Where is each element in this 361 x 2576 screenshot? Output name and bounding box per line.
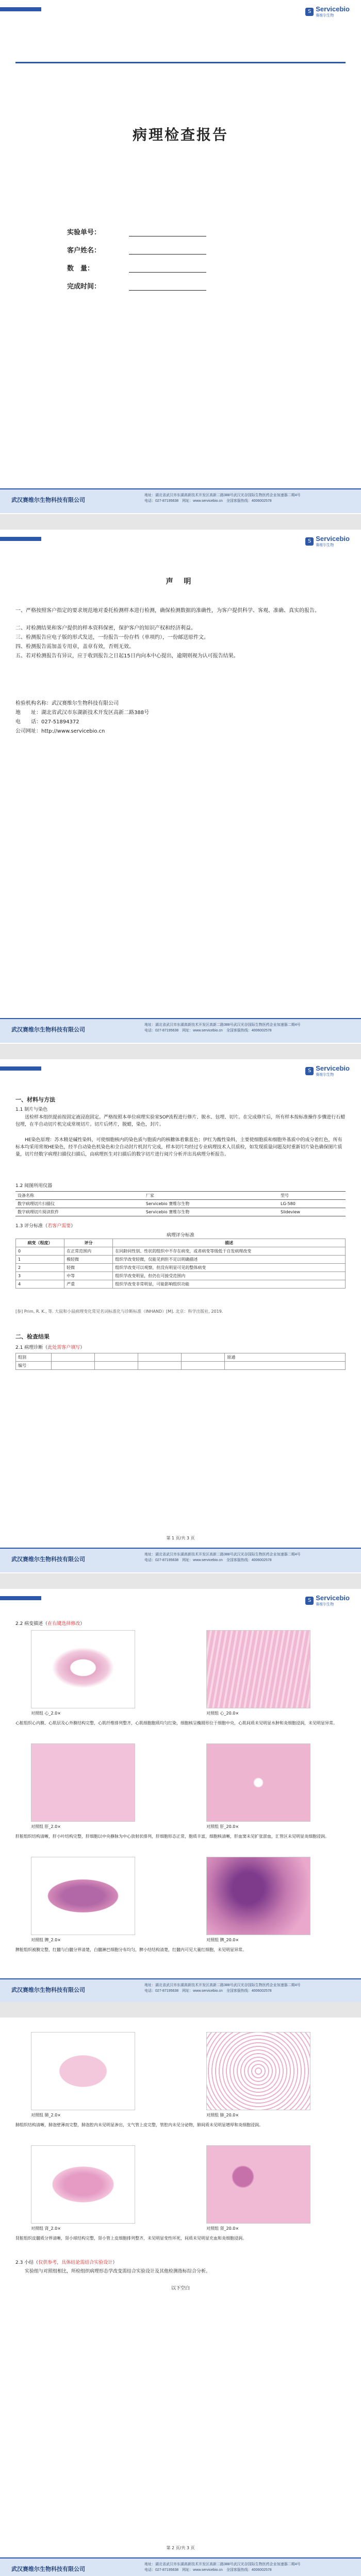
section-1-1: 1.1 制片与染色 xyxy=(15,1107,48,1112)
caption: 对照组 肝_2.0× xyxy=(31,1824,61,1829)
caption: 对照组 脾_20.0× xyxy=(206,1938,239,1942)
logo-icon: S xyxy=(305,1597,314,1605)
cover-page xyxy=(0,0,361,514)
page-footer xyxy=(0,488,361,513)
table-row xyxy=(16,1362,346,1370)
footer-hotline: 全国客服热线：4006002578 xyxy=(226,2568,272,2572)
caption: 对照组 心_20.0× xyxy=(206,1711,239,1716)
table-row xyxy=(15,1200,346,1208)
section-2-1-note: 此处需客户填写 xyxy=(47,1345,80,1350)
footer-web: 网址：www.servicebio.cn xyxy=(182,1989,223,1993)
score-table xyxy=(15,1239,346,1289)
logo-text: Servicebio xyxy=(316,5,350,13)
footer-contact xyxy=(144,1982,301,1994)
statement-item-4: 四、检测报告需加盖专用章，盖章有效，否则无效。 xyxy=(15,644,134,650)
company-logo xyxy=(305,5,350,18)
footer-contact xyxy=(144,1022,301,1033)
table-header-row xyxy=(15,1192,346,1200)
table-cell xyxy=(225,1362,346,1370)
caption: 对照组 心_2.0× xyxy=(31,1711,61,1716)
table-cell: 3 xyxy=(16,1272,64,1280)
report-title: 病理检查报告 xyxy=(132,126,228,143)
table-cell: 组织学改变非常明显，可能影响组织功能 xyxy=(113,1280,346,1289)
page-number: 第 1 页/共 3 页 xyxy=(166,1536,195,1540)
histology-image-liver-high xyxy=(206,1743,310,1822)
footer-phone: 电话：027-87195638 xyxy=(144,1558,179,1562)
footer-hotline: 全国客服热线：4006002578 xyxy=(226,1989,272,1993)
company-logo xyxy=(305,1594,350,1607)
logo-cn: 赛维尔生物 xyxy=(316,543,334,547)
footer-address: 地址：湖北省武汉市东湖高新技术开发区高新二路388号武汉光谷国际生物医药企业加速器二期4号 xyxy=(144,1023,301,1027)
footer-company: 武汉赛维尔生物科技有限公司 xyxy=(11,1027,85,1033)
section-2-3-end: ） xyxy=(112,2260,118,2265)
table-cell: 在正常范围内 xyxy=(64,1247,113,1256)
logo-icon: S xyxy=(305,8,314,16)
footer-phone: 电话：027-87195638 xyxy=(144,2568,179,2572)
table-cell: 4 xyxy=(16,1280,64,1289)
footer-hotline: 全国客服热线：4006002578 xyxy=(226,1029,272,1032)
histology-image-spleen-high xyxy=(206,1857,310,1935)
footer-contact xyxy=(144,2562,301,2573)
section-2-3-note: 仅供参考，具体结论需结合实验设计 xyxy=(38,2260,113,2265)
section-2-1 xyxy=(15,1344,85,1350)
histology-image-kidney-high xyxy=(206,2145,310,2224)
table-cell: 2 xyxy=(16,1264,64,1272)
statement-item-2: 二、对检测结果和客户提供的样本资料保密，保护客户的知识产权和经济利益。 xyxy=(15,625,196,631)
table-cell xyxy=(138,1362,182,1370)
end-marker: 以下空白 xyxy=(171,2286,190,2291)
footer-address: 地址：湖北省武汉市东湖高新技术开发区高新二路388号武汉光谷国际生物医药企业加速器二期4号 xyxy=(144,1553,301,1556)
logo-text: Servicebio xyxy=(316,1064,350,1072)
footer-phone: 电话：027-87195638 xyxy=(144,499,179,503)
footer-address: 地址：湖北省武汉市东湖高新技术开发区高新二路388号武汉光谷国际生物医药企业加速器二期4号 xyxy=(144,1984,301,1987)
page-gap xyxy=(0,514,361,530)
table-row xyxy=(16,1272,346,1280)
table-cell: 数字病理切片扫描仪 xyxy=(15,1200,144,1208)
field-order-no xyxy=(67,227,206,236)
section-2-3 xyxy=(15,2259,117,2265)
header-accent-bar xyxy=(0,1066,41,1071)
section-2-3-label: 2.3 小结（ xyxy=(15,2260,39,2265)
field-line xyxy=(129,227,206,236)
statement-item-5: 五、若对检测报告有异议，应于收到报告之日起15日内向本中心提出，逾期则视为认可报告结果。 xyxy=(15,653,239,659)
footer-company: 武汉赛维尔生物科技有限公司 xyxy=(11,2566,85,2572)
histology-image-liver-low xyxy=(31,1743,135,1822)
table-header: 评分 xyxy=(64,1239,113,1247)
company-logo xyxy=(305,1064,350,1077)
statement-title: 声 明 xyxy=(166,578,195,586)
table-cell xyxy=(52,1353,95,1362)
page-gap xyxy=(0,1044,361,1059)
field-label: 数 量： xyxy=(67,265,94,273)
footer-web: 网址：www.servicebio.cn xyxy=(182,2568,223,2572)
results-heading: 二、检查结果 xyxy=(15,1333,50,1340)
methods-para-2: HE染色原理：苏木精是碱性染料，可使细胞核内的染色质与胞质内的核糖体着紫蓝色；伊红为酸性染料，主要使细胞质和细胞外基质中的成分着红色，所有标本均采用常规HE染色，经半自动染色机染色和全自动封片机封片完成，样本切片均经过专业病理技术人员质检，如发现质量问题及时重新切片染色确保图片质量，切片经数字病理扫描仪扫描后，由病理医生对扫描后的数字切片进行阅片分析并出具病理分析报告。 xyxy=(15,1138,342,1157)
table-header: 设备名称 xyxy=(15,1192,144,1200)
caption: 对照组 肺_20.0× xyxy=(206,2113,239,2117)
section-2-1-label: 2.1 病理诊断（ xyxy=(15,1345,48,1350)
caption: 对照组 肾_20.0× xyxy=(206,2226,239,2231)
table-cell: 严重 xyxy=(64,1280,113,1289)
methods-heading: 一、材料与方法 xyxy=(15,1096,55,1103)
caption: 对照组 肺_2.0× xyxy=(31,2113,61,2117)
footer-hotline: 全国客服热线：4006002578 xyxy=(226,499,272,503)
table-cell: 数字病理切片阅读软件 xyxy=(15,1208,144,1216)
field-date xyxy=(67,281,206,291)
section-2-2-end: ） xyxy=(80,1621,85,1626)
header-accent-bar xyxy=(0,537,41,541)
page-footer xyxy=(0,1018,361,1043)
logo-text: Servicebio xyxy=(316,1594,350,1602)
field-line xyxy=(129,263,206,273)
statement-site: 公司网址：http://www.servicebio.cn xyxy=(15,728,105,734)
score-table-title: 病理评分标准 xyxy=(166,1233,194,1238)
caption: 对照组 脾_2.0× xyxy=(31,1938,61,1942)
histology-image-heart-high xyxy=(206,1630,310,1708)
histology-image-heart-low xyxy=(31,1630,135,1708)
section-1-3 xyxy=(15,1222,75,1229)
histology-image-spleen-low xyxy=(31,1857,135,1935)
field-label: 实验单号： xyxy=(67,229,101,236)
page-footer xyxy=(0,1978,361,2003)
diagnosis-table xyxy=(15,1353,346,1370)
footer-phone: 电话：027-87195638 xyxy=(144,1989,179,1993)
table-header: 厂家 xyxy=(144,1192,278,1200)
section-1-3-label: 1.3 评分标准（ xyxy=(15,1224,48,1229)
footer-company: 武汉赛维尔生物科技有限公司 xyxy=(11,1556,85,1563)
table-row xyxy=(16,1353,346,1362)
field-customer xyxy=(67,245,206,255)
field-quantity xyxy=(67,263,206,273)
table-cell: 轻微 xyxy=(64,1264,113,1272)
statement-item-3: 三、检测报告应电子版的形式发送，一份报告一份存档（单项约），一份邮送原件文。 xyxy=(15,635,209,640)
methods-page xyxy=(0,1059,361,1573)
results-page xyxy=(0,1589,361,2576)
statement-page xyxy=(0,530,361,1044)
table-cell xyxy=(138,1353,182,1362)
table-cell: 1 xyxy=(16,1256,64,1264)
logo-cn: 赛维尔生物 xyxy=(316,1073,334,1077)
section-2-2-note: 在右键选择修改 xyxy=(47,1621,80,1626)
table-cell xyxy=(182,1362,225,1370)
footer-company: 武汉赛维尔生物科技有限公司 xyxy=(11,1987,85,1993)
logo-cn: 赛维尔生物 xyxy=(316,1602,334,1606)
section-1-3-end: ） xyxy=(71,1224,76,1229)
footer-web: 网址：www.servicebio.cn xyxy=(182,1029,223,1032)
table-cell: 组织学改变轻微，仅能见到但不足以明确描述 xyxy=(113,1256,346,1264)
table-row xyxy=(16,1256,346,1264)
table-cell: 在同龄同性别、性状的组织中不存在病变，或者病变等级低于自发病理改变 xyxy=(113,1247,346,1256)
statement-item-1: 一、严格按照客户指定的要求规范地对委托检测样本进行检测，确保检测数据的准确性，为客户提供科学、客观、准确、真实的报告。 xyxy=(15,608,320,614)
field-label: 客户姓名： xyxy=(67,247,101,255)
section-2-1-end: ） xyxy=(80,1345,85,1350)
logo-icon: S xyxy=(305,1067,314,1075)
description-liver: 肝脏组织结构清晰，肝小叶结构完整，肝细胞以中央静脉为中心放射状排列，肝细胞形态正常，胞质丰富，细胞核清晰，肝血窦未见扩张淤血，汇管区未见明显炎细胞浸润。 xyxy=(15,1834,329,1839)
section-2-2 xyxy=(15,1620,85,1626)
section-1-3-note: 若客户需要 xyxy=(47,1224,71,1229)
header-accent-bar xyxy=(0,1596,41,1600)
footer-company: 武汉赛维尔生物科技有限公司 xyxy=(11,497,85,503)
header-accent-bar xyxy=(0,7,41,11)
field-label: 完成时间： xyxy=(67,283,101,291)
table-cell: LG-580 xyxy=(278,1200,346,1208)
table-cell: Slideview xyxy=(278,1208,346,1216)
footer-hotline: 全国客服热线：4006002578 xyxy=(226,1558,272,1562)
company-logo xyxy=(305,535,350,548)
section-1-2: 1.2 阅图所用仪器 xyxy=(15,1183,53,1189)
table-header-row xyxy=(16,1239,346,1247)
table-cell: Servicebio 赛维尔生物 xyxy=(144,1200,278,1208)
table-cell: Servicebio 赛维尔生物 xyxy=(144,1208,278,1216)
table-cell xyxy=(95,1353,138,1362)
footer-contact xyxy=(144,1552,301,1563)
statement-addr: 地 址：湖北省武汉市东湖新技术开发区高新二路388号 xyxy=(15,710,150,716)
table-cell: 中等 xyxy=(64,1272,113,1280)
table-cell: 组别 xyxy=(16,1353,52,1362)
table-cell: 组织学改变可以观察，但没有明显可见的整体病变 xyxy=(113,1264,346,1272)
caption: 对照组 肝_20.0× xyxy=(206,1824,239,1829)
logo-icon: S xyxy=(305,537,314,546)
statement-tel: 电 话：027-51894372 xyxy=(15,719,79,725)
histology-image-kidney-low xyxy=(31,2145,135,2224)
page-gap xyxy=(0,1573,361,1589)
summary-text: 实验组与对照组相比，所检组织病理形态学改变需结合实验设计及其他检测指标综合分析。 xyxy=(25,2269,211,2274)
footer-phone: 电话：027-87195638 xyxy=(144,1029,179,1032)
description-kidney: 肾脏组织皮髓质分界清晰，肾小球结构完整，肾小管上皮细胞排列整齐，未见明显变性坏死，间质未见明显充血和炎细胞浸润。 xyxy=(15,2236,247,2241)
table-row xyxy=(15,1208,346,1216)
page-gap xyxy=(0,2002,361,2018)
table-row xyxy=(16,1280,346,1289)
cover-rule-top xyxy=(15,62,346,63)
score-reference: [参] Prim, R. K., 等. 大鼠和小鼠病理变化常见名词标准化与诊断标准（INHAND）[M]. 北京：科学出版社, 2019. xyxy=(15,1309,223,1314)
page-footer xyxy=(0,2557,361,2576)
table-cell: 0 xyxy=(16,1247,64,1256)
footer-contact xyxy=(144,493,301,504)
methods-para-1: 送检样本组织提前按固定液浸泡固定。严格按照本单位病理实验室SOP流程进行修片、脱水、包埋、切片。在完成修片后，所有样本按标准操作步骤进行石蜡包埋，在半自动切片机完成常规切片。切片后烤片，脱蜡，染色，封片。 xyxy=(15,1115,346,1127)
description-spleen: 脾脏组织被膜完整，红髓与白髓分界清楚，白髓淋巴细胞分布均匀，脾小结结构清楚，红髓内可见大量红细胞，未见明显异常。 xyxy=(15,1947,247,1952)
caption: 对照组 肾_2.0× xyxy=(31,2226,61,2231)
table-cell: 原通 xyxy=(225,1353,346,1362)
histology-image-lung-low xyxy=(31,2032,135,2110)
table-cell: 编号 xyxy=(16,1362,52,1370)
statement-org: 检验机构名称：武汉赛维尔生物科技有限公司 xyxy=(15,701,119,706)
field-line xyxy=(129,281,206,291)
footer-address: 地址：湖北省武汉市东湖高新技术开发区高新二路388号武汉光谷国际生物医药企业加速器二期4号 xyxy=(144,2563,301,2566)
table-header: 描述 xyxy=(113,1239,346,1247)
table-header: 病变（程度） xyxy=(16,1239,64,1247)
table-row xyxy=(16,1247,346,1256)
table-cell xyxy=(182,1353,225,1362)
footer-web: 网址：www.servicebio.cn xyxy=(182,1558,223,1562)
logo-text: Servicebio xyxy=(316,535,350,543)
table-cell: 组织学改变明显，但仍在可接受范围内 xyxy=(113,1272,346,1280)
histology-image-lung-high xyxy=(206,2032,310,2110)
footer-address: 地址：湖北省武汉市东湖高新技术开发区高新二路388号武汉光谷国际生物医药企业加速器二期4号 xyxy=(144,494,301,497)
description-lung: 肺组织结构清晰，肺泡壁薄而完整，肺泡腔内未见明显渗出，支气管上皮完整，管腔内未见分泌物，肺间质未见明显增厚和炎细胞浸润。 xyxy=(15,2123,263,2127)
description-heart: 心脏组织心内膜、心肌层及心外膜结构完整，心肌纤维排列整齐，心肌细胞胞质均匀红染，细胞核呈椭圆形位于细胞中央，心肌间质未见明显水肿和炎细胞浸润，未见明显异常。 xyxy=(15,1721,337,1725)
table-cell xyxy=(52,1362,95,1370)
footer-web: 网址：www.servicebio.cn xyxy=(182,499,223,503)
table-row xyxy=(16,1264,346,1272)
section-2-2-label: 2.2 病变描述（ xyxy=(15,1621,48,1626)
table-cell xyxy=(95,1362,138,1370)
logo-cn: 赛维尔生物 xyxy=(316,13,334,18)
equipment-table xyxy=(15,1191,346,1216)
table-cell: 极轻微 xyxy=(64,1256,113,1264)
table-header: 型号 xyxy=(278,1192,346,1200)
field-line xyxy=(129,245,206,255)
page-footer xyxy=(0,1548,361,1572)
page-number: 第 2 页/共 3 页 xyxy=(166,2546,195,2550)
